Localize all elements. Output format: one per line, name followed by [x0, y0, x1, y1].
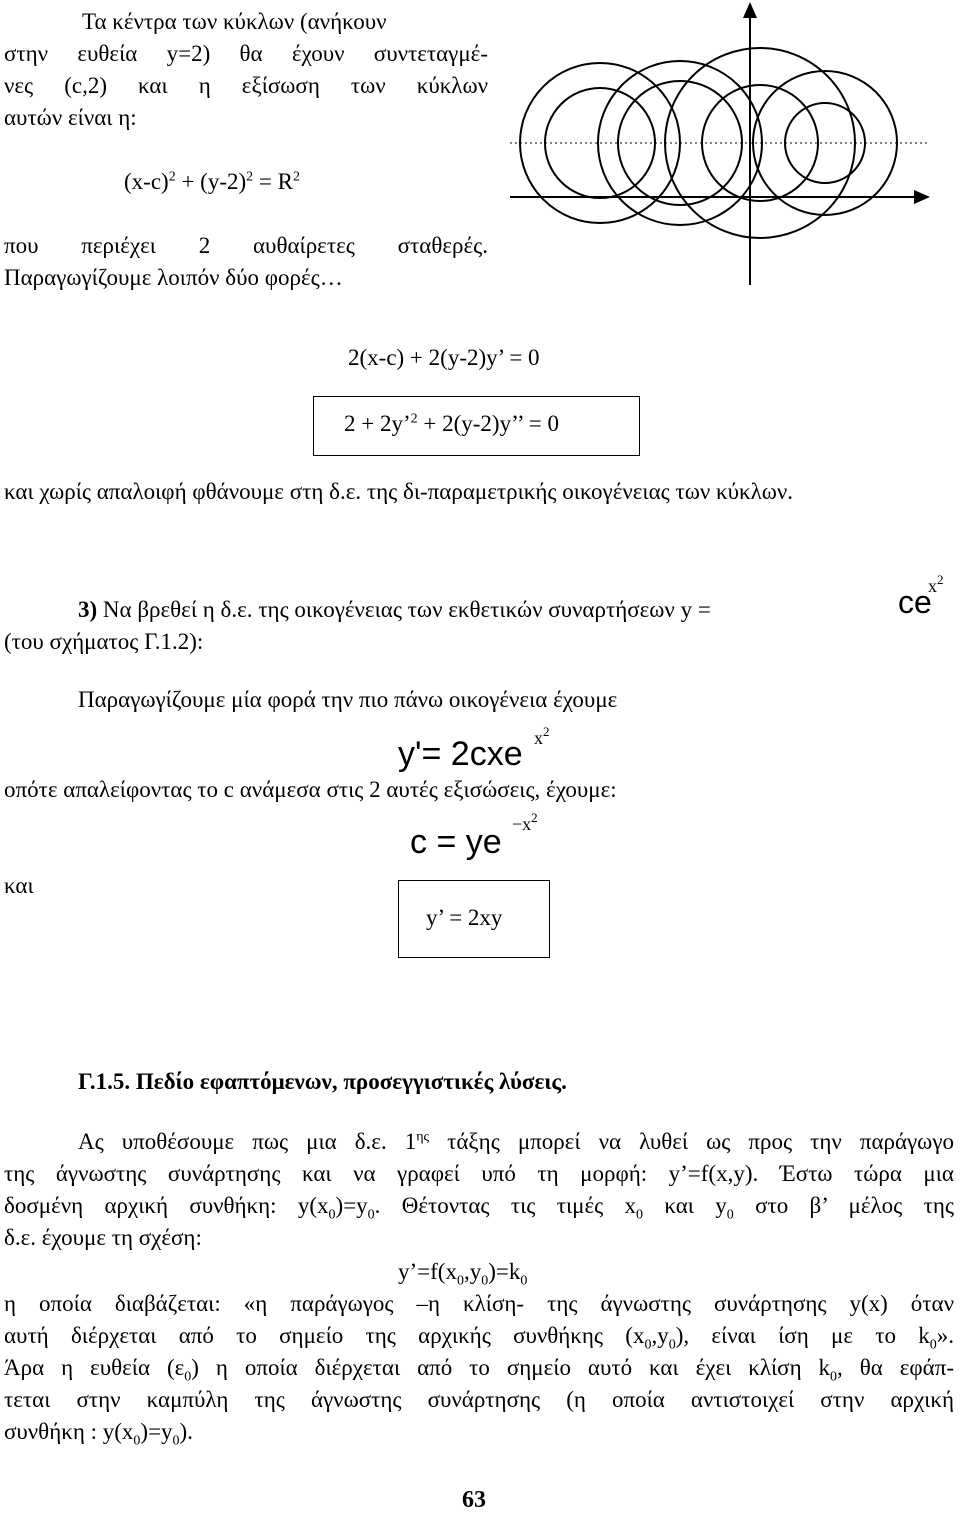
section-heading: Γ.1.5. Πεδίο εφαπτόμενων, προσεγγιστικές λύσεις. [78, 1069, 567, 1094]
circles-family-diagram [510, 0, 930, 290]
differentiate-text: Παραγωγίζουμε μία φορά την πιο πάνω οικογένεια έχουμε [78, 687, 618, 712]
para1-line-1: Ας υποθέσουμε πως μια δ.ε. $1^{\eta\varsigma}$ τάξης μπορεί να λυθεί ως προς την παράγωγο [78, 1129, 954, 1154]
intro-line-2: στην ευθεία y=2) θα έχουν συντεταγμέ- [4, 41, 488, 66]
result-equation: y’ = 2xy [426, 905, 503, 930]
c-equation-exponent: $-x^2$ [512, 810, 538, 834]
para2-line-2: αυτή διέρχεται από το σημείο της αρχικής συνθήκης $(x_0,y_0)$, είναι ίση με το $k_0$». [4, 1323, 954, 1353]
elimination-text: και χωρίς απαλοιφή φθάνουμε στη δ.ε. της δι-παραμετρικής οικογένειας των κύκλων. [4, 479, 794, 504]
relation-equation: $y’=f(x_0,y_0)=k_0$ [398, 1259, 528, 1289]
intro-line-3: νες (c,2) και η εξίσωση των κύκλων [4, 73, 488, 98]
derivative-equation-1: 2(x-c) + 2(y-2)y’ = 0 [348, 345, 540, 370]
circle-equation: $(x-c)^2 + (y-2)^2 = R^2$ [124, 169, 300, 194]
para1-line-3: δοσμένη αρχική συνθήκη: $y(x_0)=y_0$. Θέτοντας τις τιμές $x_0$ και $y_0$ στο β’ μέλος της [4, 1193, 954, 1223]
intro-line-1: Τα κέντρα των κύκλων (ανήκουν [82, 9, 387, 34]
intro-line-4: αυτών είναι η: [4, 105, 137, 130]
y-prime-exponent: $x^2$ [534, 724, 550, 748]
y-prime-equation: y'= 2cxe [398, 735, 523, 773]
x-axis-arrow [914, 190, 930, 204]
exponential-family-exponent: $x^2$ [928, 572, 944, 596]
derivative-equation-2: 2 + 2y’$^2$ + 2(y-2)y’’ = 0 [344, 411, 559, 436]
example-3-line: 3) Να βρεθεί η δ.ε. της οικογένειας των εκθετικών συναρτήσεων y = [78, 597, 711, 622]
kai-label: και [4, 873, 34, 898]
figure-reference: (του σχήματος Γ.1.2): [4, 629, 204, 654]
para2-line-4: τεται στην καμπύλη της άγνωστης συνάρτησης (η οποία αντιστοιχεί στην αρχική [4, 1387, 954, 1412]
para1-line-2: της άγνωστης συνάρτησης και να γραφεί υπό τη μορφή: y’=f(x,y). Έστω τώρα μια [4, 1161, 954, 1186]
after-line-2: Παραγωγίζουμε λοιπόν δύο φορές… [4, 265, 343, 290]
exponential-family-formula: ce [898, 584, 932, 620]
para1-line-4: δ.ε. έχουμε τη σχέση: [4, 1225, 202, 1250]
para2-line-1: η οποία διαβάζεται: «η παράγωγος –η κλίση- της άγνωστης συνάρτησης y(x) όταν [4, 1291, 954, 1316]
para2-line-5: συνθήκη : $y(x_0)=y_0$). [4, 1419, 193, 1449]
after-line-1: που περιέχει 2 αυθαίρετες σταθερές. [4, 233, 488, 258]
y-axis-arrow [743, 2, 757, 18]
page-number: 63 [462, 1487, 486, 1513]
c-equation: c = ye [410, 823, 502, 861]
eliminate-text: οπότε απαλείφοντας το c ανάμεσα στις 2 αυτές εξισώσεις, έχουμε: [4, 777, 617, 802]
para2-line-3: Άρα η ευθεία $(\varepsilon_0)$ η οποία διέρχεται από το σημείο αυτό και έχει κλίση $k_0$, θα εφάπ- [4, 1355, 954, 1385]
